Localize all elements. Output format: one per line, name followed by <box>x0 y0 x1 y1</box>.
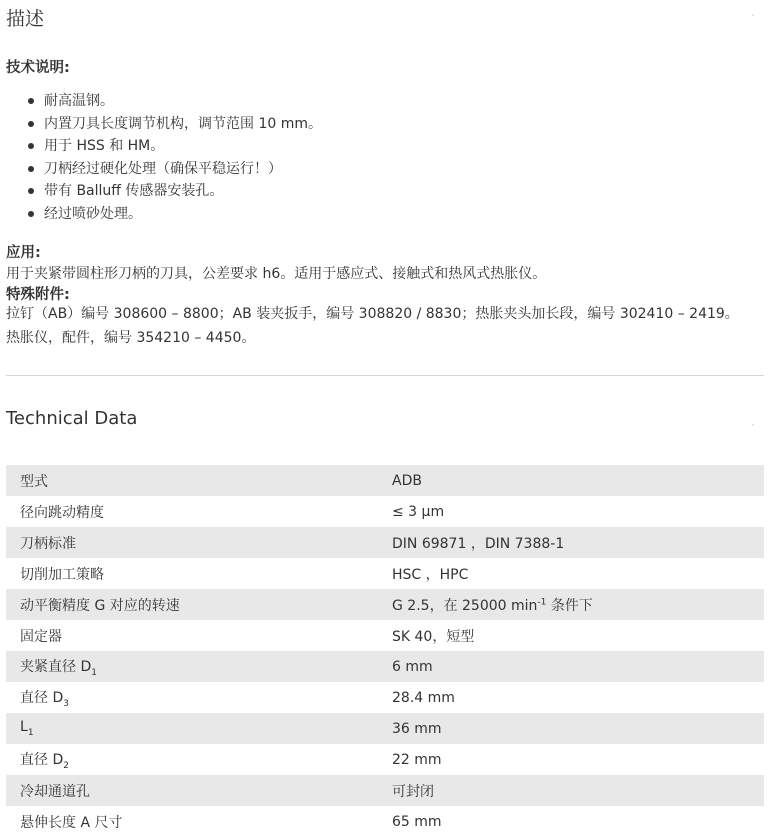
application-text: 用于夹紧带圆柱形刀柄的刀具，公差要求 h6。适用于感应式、接触式和热风式热胀仪。 <box>6 266 547 282</box>
spec-label: 冷却通道孔 <box>6 775 380 806</box>
spec-label <box>6 713 380 744</box>
table-row <box>6 713 764 744</box>
table-row <box>6 620 764 651</box>
tech-description-heading: 技术说明: <box>6 60 70 76</box>
bullet-icon <box>28 211 34 217</box>
spec-label: 动平衡精度 G 对应的转速 <box>6 589 380 620</box>
feature-list <box>28 90 322 226</box>
spec-value: 6 mm <box>380 651 764 682</box>
list-item-text: 内置刀具长度调节机构，调节范围 10 mm。 <box>44 115 322 132</box>
spec-label-subscript: 1 <box>91 667 97 678</box>
table-row <box>6 744 764 775</box>
spec-value: 65 mm <box>380 806 764 837</box>
spec-value: SK 40，短型 <box>380 620 764 651</box>
spec-label <box>6 744 380 775</box>
decorative-dot <box>752 424 754 426</box>
spec-label-text: L <box>20 719 28 736</box>
bullet-icon <box>28 143 34 149</box>
spec-label-text: 直径 D <box>20 751 64 768</box>
spec-value-exponent: -1 <box>537 596 547 607</box>
spec-label: 刀柄标准 <box>6 527 380 558</box>
table-row <box>6 806 764 837</box>
spec-value-text: G 2.5，在 25000 min <box>392 597 538 614</box>
list-item <box>28 203 322 226</box>
list-item <box>28 90 322 113</box>
bullet-icon <box>28 98 34 104</box>
spec-value: ADB <box>380 465 764 496</box>
spec-label: 切削加工策略 <box>6 558 380 589</box>
table-row <box>6 465 764 496</box>
spec-value: 22 mm <box>380 744 764 775</box>
spec-label <box>6 682 380 713</box>
bullet-icon <box>28 188 34 194</box>
spec-label-subscript: 2 <box>63 760 69 771</box>
accessories-text: 拉钉（AB）编号 308600 – 8800；AB 装夹扳手，编号 308820 / 8830；热胀夹头加长段，编号 302410 – 2419。 <box>6 306 739 322</box>
spec-value: 可封闭 <box>380 775 764 806</box>
list-item-text: 刀柄经过硬化处理（确保平稳运行！） <box>44 160 282 177</box>
spec-value: 28.4 mm <box>380 682 764 713</box>
spec-value: DIN 69871 ，DIN 7388-1 <box>380 527 764 558</box>
spec-label-subscript: 3 <box>63 698 69 709</box>
accessories-text: 热胀仪，配件，编号 354210 – 4450。 <box>6 330 256 346</box>
spec-label-subscript: 1 <box>27 727 34 738</box>
table-row <box>6 651 764 682</box>
spec-label: 型式 <box>6 465 380 496</box>
list-item-text: 经过喷砂处理。 <box>44 205 142 222</box>
spec-label-text: 夹紧直径 D <box>20 658 92 675</box>
spec-value: ≤ 3 µm <box>380 496 764 527</box>
table-row <box>6 775 764 806</box>
description-title: 描述 <box>6 8 45 30</box>
spec-value-suffix: 条件下 <box>546 597 593 614</box>
list-item <box>28 158 322 181</box>
spec-label: 径向跳动精度 <box>6 496 380 527</box>
spec-label: 悬伸长度 A 尺寸 <box>6 806 380 837</box>
accessories-heading: 特殊附件: <box>6 287 70 303</box>
list-item <box>28 180 322 203</box>
spec-value <box>380 589 764 620</box>
bullet-icon <box>28 121 34 127</box>
technical-data-table <box>6 465 764 837</box>
section-divider <box>6 375 764 376</box>
spec-label: 固定器 <box>6 620 380 651</box>
spec-value: HSC ，HPC <box>380 558 764 589</box>
table-row <box>6 589 764 620</box>
list-item-text: 用于 HSS 和 HM。 <box>44 138 165 155</box>
table-row <box>6 558 764 589</box>
spec-label <box>6 651 380 682</box>
list-item-text: 耐高温钢。 <box>44 93 114 109</box>
list-item-text: 带有 Balluff 传感器安装孔。 <box>44 183 224 200</box>
bullet-icon <box>28 166 34 172</box>
spec-label-text: 直径 D <box>20 689 64 706</box>
table-row <box>6 682 764 713</box>
technical-data-title: Technical Data <box>6 408 138 429</box>
table-row <box>6 527 764 558</box>
list-item <box>28 135 322 158</box>
decorative-dot <box>752 14 754 16</box>
spec-value: 36 mm <box>380 713 764 744</box>
table-row <box>6 496 764 527</box>
list-item <box>28 113 322 136</box>
application-heading: 应用: <box>6 245 41 261</box>
